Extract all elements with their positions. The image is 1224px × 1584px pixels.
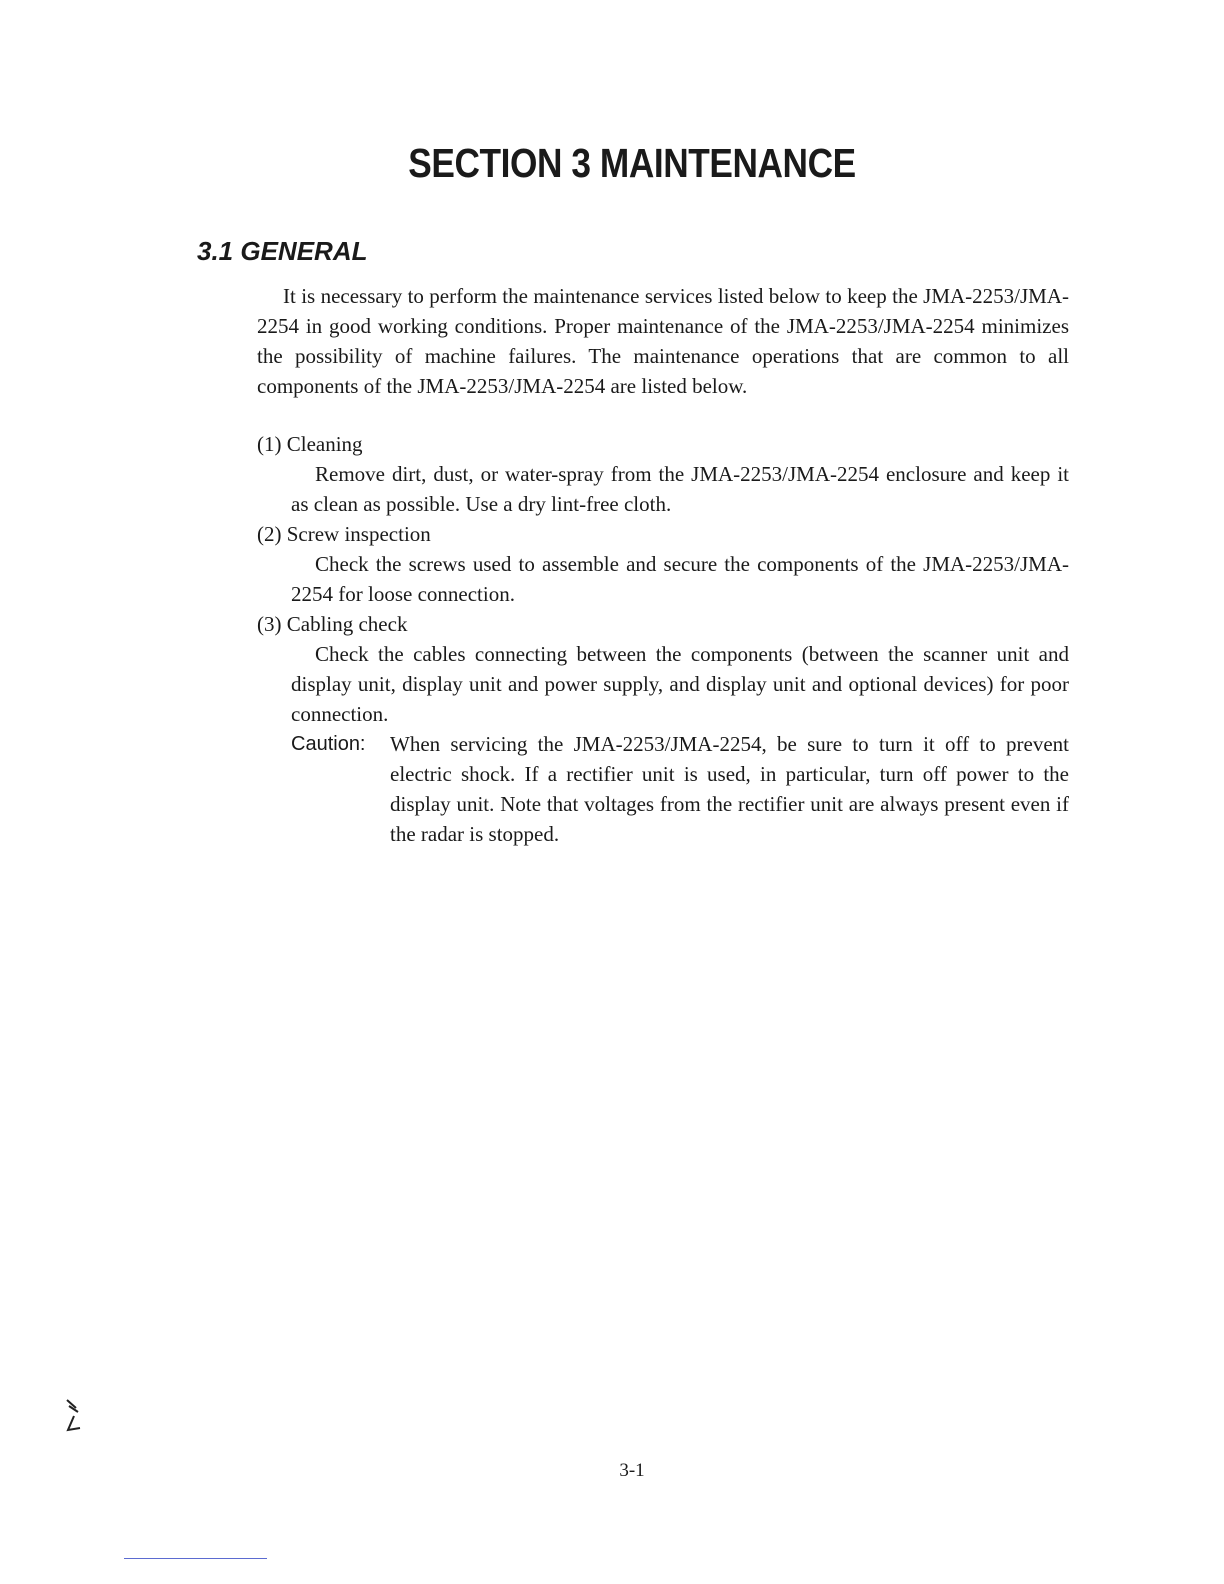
item-heading: (1) Cleaning: [257, 432, 363, 456]
list-item-cabling-check: [257, 609, 1069, 729]
item-body: Remove dirt, dust, or water-spray from the JMA-2253/JMA-2254 enclosure and keep it as clean as possible. Use a dry lint-free cloth.: [291, 462, 1069, 516]
caution-text: When servicing the JMA-2253/JMA-2254, be sure to turn it off to prevent electric shock. If a rectifier unit is used, in particular, turn off power to the display unit. Note that voltages from the rectifier unit are always present even if the radar is stopped.: [390, 732, 1069, 846]
item-heading: (3) Cabling check: [257, 612, 408, 636]
subsection-title: 3.1 GENERAL: [197, 236, 368, 266]
item-body: Check the cables connecting between the components (between the scanner unit and display unit, display unit and power supply, and display unit and optional devices) for poor connection.: [291, 642, 1069, 726]
intro-paragraph: It is necessary to perform the maintenance services listed below to keep the JMA-2253/JMA-2254 in good working conditions. Proper maintenance of the JMA-2253/JMA-2254 minimizes the possibility of machine failures. The maintenance operations that are common to all components of the JMA-2253/JMA-2254 are listed below.: [257, 284, 1069, 398]
bottom-divider: [124, 1558, 267, 1559]
caution-note: [291, 729, 1069, 849]
section-title: SECTION 3 MAINTENANCE: [408, 140, 856, 186]
maintenance-list: [257, 429, 1069, 849]
handwritten-mark-icon: [64, 1398, 84, 1434]
list-item-screw-inspection: [257, 519, 1069, 609]
page-number: 3-1: [619, 1460, 645, 1481]
item-heading: (2) Screw inspection: [257, 522, 431, 546]
item-body: Check the screws used to assemble and secure the components of the JMA-2253/JMA-2254 for loose connection.: [291, 552, 1069, 606]
caution-label: Caution:: [291, 733, 366, 755]
list-item-cleaning: [257, 429, 1069, 519]
